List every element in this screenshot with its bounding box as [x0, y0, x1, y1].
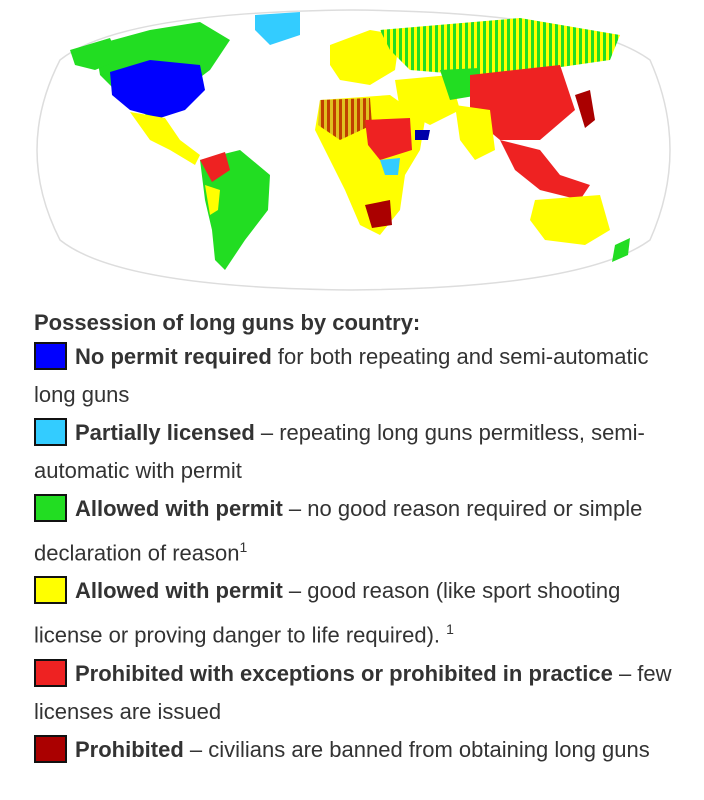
legend-label: Partially licensed: [75, 420, 255, 445]
footnote-marker: 1: [239, 539, 248, 555]
footnote-marker: 1: [446, 621, 454, 638]
legend-entry: [34, 655, 674, 731]
region-yemen: [415, 130, 430, 140]
legend-swatch: [34, 735, 67, 763]
legend-description: – few licenses are issued: [34, 660, 672, 724]
legend-swatch: [34, 418, 67, 446]
legend-entries: [34, 338, 674, 769]
legend-swatch: [34, 659, 67, 687]
legend-description: – civilians are banned from obtaining long guns: [183, 736, 650, 762]
legend-label: Allowed with permit: [75, 496, 283, 521]
legend-swatch: [34, 342, 67, 370]
world-map: [0, 0, 704, 300]
legend-description: – no good reason required or simple declaration of reason: [34, 496, 643, 566]
legend-swatch: [34, 576, 67, 604]
legend-description: for both repeating and semi-automatic long guns: [34, 344, 649, 407]
legend-title: Possession of long guns by country:: [34, 310, 421, 335]
legend-label: Allowed with permit: [75, 578, 283, 604]
legend-entry: [34, 338, 674, 414]
legend-label: No permit required: [75, 344, 272, 369]
legend-label: Prohibited: [75, 736, 184, 762]
legend-entry: [34, 731, 674, 769]
legend-entry: [34, 572, 674, 654]
legend-entry: [34, 490, 674, 572]
legend-entry: [34, 414, 674, 490]
legend-label: Prohibited with exceptions or prohibited in practice: [75, 660, 613, 686]
map-svg: [0, 0, 704, 300]
map-legend: [34, 300, 674, 769]
legend-swatch: [34, 494, 67, 522]
legend-description: – good reason (like sport shooting license or proving danger to life required).: [34, 578, 621, 648]
legend-description: – repeating long guns permitless, semi-automatic with permit: [34, 420, 645, 483]
